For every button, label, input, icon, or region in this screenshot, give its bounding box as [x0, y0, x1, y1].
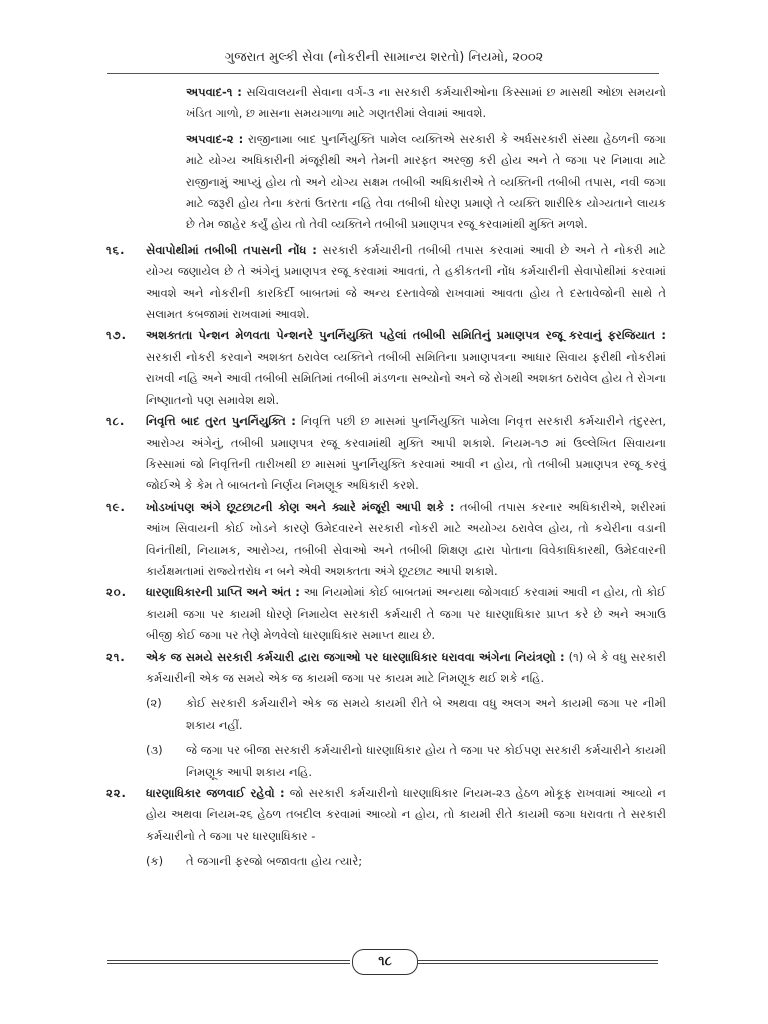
section-21 — [106, 647, 666, 690]
section-number: ૧૮. — [106, 414, 126, 429]
section-title: ખોડખાંપણ અંગે છૂટછાટની કોણ અને ક્યારે મંજૂરી આપી શકે : — [146, 499, 455, 514]
page-number: ૧૮ — [352, 949, 418, 975]
section-text: સરકારી કર્મચારીની તબીબી તપાસ કરવામાં આવી છે અને તે નોકરી માટે યોગ્ય જણાયેલ છે તે અંગેનું પ્રમાણપત્ર રજૂ કરવામાં આવતાં, તે હકીકતની નોંધ કર્મચારીની સેવાપોથીમાં કરવામાં આવશે અને નોકરીની કારકિર્દી બાબતમાં જે અન્ય દસ્તાવેજો રાખવામાં આવતા હોય તે દસ્તાવેજોની સાથે તે સલામત કબજામાં રાખવામાં આવશે. — [146, 242, 666, 322]
clause-text: તે જગાની ફરજો બજાવતા હોય ત્યારે; — [186, 854, 363, 869]
section-20 — [106, 582, 666, 646]
running-header: ગુજરાત મુલ્કી સેવા (નોકરીની સામાન્ય શરતો) નિયમો, ૨૦૦૨ — [224, 50, 544, 65]
clause-text: જે જગા પર બીજા સરકારી કર્મચારીનો ધારણાધિકાર હોય તે જગા પર કોઈપણ સરકારી કર્મચારીને કાયમી નિમણૂક આપી શકાય નહિ. — [186, 743, 666, 779]
section-text: આ નિયમોમાં કોઈ બાબતમાં અન્યથા જોગવાઈ કરવામાં આવી ન હોય, તો કોઈ કાયમી જગા પર કાયમી ધોરણે નિમાયેલ સરકારી કર્મચારી તે જગા પર ધારણાધિકાર પ્રાપ્ત કરે છે અને અગાઉ બીજી કોઈ જગા પર તેણે મેળવેલો ધારણાધિકાર સમાપ્ત થાય છે. — [146, 585, 666, 643]
section-title: સેવાપોથીમાં તબીબી તપાસની નોંધ : — [146, 242, 317, 257]
section-title: અશક્તતા પેન્શન મેળવતા પેન્શનરે પુનર્નિયુક્તિ પહેલાં તબીબી સમિતિનું પ્રમાણપત્ર રજૂ કરવાનું ફરજિયાત : — [146, 328, 666, 343]
section-number: ૧૯. — [106, 499, 126, 514]
clause-number: (૨) — [146, 696, 162, 711]
section-text: (૧) બે કે વધુ સરકારી કર્મચારીની એક જ સમયે એક જ કાયમી જગા પર કાયમ માટે નિમણૂક થઈ શકે નહિ. — [146, 649, 666, 685]
section-18 — [106, 411, 666, 497]
section-title: ધારણાધિકારની પ્રાપ્તિ અને અંત : — [146, 585, 300, 600]
section-number: ૧૬. — [106, 242, 126, 257]
page-body — [106, 82, 666, 873]
clause-21-3 — [106, 740, 666, 783]
section-number: ૨૦. — [106, 585, 128, 600]
clause-number: (૩) — [146, 743, 163, 758]
exception-2 — [106, 129, 666, 236]
section-text: તબીબી તપાસ કરનાર અધિકારીએ, શરીરમાં આંખ સિવાયની કોઈ ખોડને કારણે ઉમેદવારને સરકારી નોકરી માટે અયોગ્ય ઠરાવેલ હોય, તો કચેરીના વડાની વિનંતીથી, નિયામક, આરોગ્ય, તબીબી સેવાઓ અને તબીબી શિક્ષણ દ્વારા પોતાના વિવેકાધિકારથી, ઉમેદવારની કાર્યક્ષમતામાં રાજ્યેત્તરોધ ન બને એવી અશક્તતા અંગે છૂટછાટ આપી શકાશે. — [146, 499, 666, 578]
section-text: જો સરકારી કર્મચારીનો ધારણાધિકાર નિયમ-૨૩ હેઠળ મોકૂફ રાખવામાં આવ્યો ન હોય અથવા નિયમ-૨૬ હેઠળ તબદીલ કરવામાં આવ્યો ન હોય, તો કાયમી રીતે કાયમી જગા ધરાવતા તે સરકારી કર્મચારીનો તે જગા પર ધારણાધિકાર - — [146, 786, 667, 843]
exception-text: રાજીનામા બાદ પુનર્નિયુક્તિ પામેલ વ્યક્તિએ સરકારી કે અર્ધસરકારી સંસ્થા હેઠળની જગા માટે યોગ્ય અધિકારીની મંજૂરીથી અને તેમની મારફત અરજી કરી હોય અને તે જગા પર નિમાવા માટે રાજીનામું આપ્યું હોય તો અને યોગ્ય સક્ષમ તબીબી અધિકારીએ તે વ્યક્તિની તબીબી તપાસ, નવી જગા માટે જરૂરી હોય તેના કરતાં ઉતરતા નહિ તેવા તબીબી ધોરણ પ્રમાણે તે વ્યક્તિ શારીરિક યોગ્યતાને લાયક છે તેમ જાહેર કર્યું હોય તો તેવી વ્યક્તિને તબીબી પ્રમાણપત્ર રજૂ કરવામાંથી મુક્તિ મળશે. — [186, 131, 666, 232]
exception-text: સચિવાલયની સેવાના વર્ગ-૩ ના સરકારી કર્મચારીઓના કિસ્સામાં છ માસથી ઓછા સમયનો ખંડિત ગાળો, છ માસના સમયગાળા માટે ગણતરીમાં લેવામાં આવશે. — [186, 85, 666, 121]
section-22 — [106, 783, 666, 847]
section-text: નિવૃત્તિ પછી છ માસમાં પુનર્નિયુક્તિ પામેલા નિવૃત્ત સરકારી કર્મચારીને તંદુરસ્ત, આરોગ્ય અંગેનું, તબીબી પ્રમાણપત્ર રજૂ કરવામાંથી મુક્તિ આપી શકાશે. નિયમ-૧૭ માં ઉલ્લેખિત સિવાયના કિસ્સામાં જો નિવૃત્તિની તારીખથી છ માસમાં પુનર્નિયુક્તિ કરવામાં આવી ન હોય, તો તબીબી પ્રમાણપત્ર રજૂ કરવું જોઈએ કે કેમ તે બાબતનો નિર્ણય નિમણૂક અધિકારી કરશે. — [146, 414, 666, 493]
section-number: ૨૨. — [106, 786, 127, 800]
exception-1 — [106, 82, 666, 125]
section-title: નિવૃત્તિ બાદ તુરત પુનર્નિયુક્તિ : — [146, 414, 296, 429]
clause-text: કોઈ સરકારી કર્મચારીને એક જ સમયે કાયમી રીતે બે અથવા વધુ અલગ અને કાયમી જગા પર નીમી શકાય નહીં. — [186, 696, 666, 732]
footer-rule-left — [107, 960, 350, 964]
section-text: સરકારી નોકરી કરવાને અશક્ત ઠરાવેલ વ્યક્તિને તબીબી સમિતિના પ્રમાણપત્રના આધાર સિવાય ફરીથી નોકરીમાં રાખવી નહિ અને આવી તબીબી સમિતિમાં તબીબી મંડળના સભ્યોનો અને જે રોગથી અશક્ત ઠરાવેલ હોય તે રોગના નિષ્ણાતનો પણ સમાવેશ થશે. — [146, 349, 666, 407]
exception-label: અપવાદ-૧ : — [186, 85, 242, 99]
section-title: ધારણાધિકાર જળવાઈ રહેવો : — [146, 786, 285, 800]
header-rule — [107, 73, 659, 74]
section-16 — [106, 240, 666, 326]
exception-label: અપવાદ-૨ : — [186, 131, 244, 146]
section-19 — [106, 497, 666, 583]
section-number: ૧૭. — [106, 328, 127, 343]
clause-22-ka — [106, 851, 666, 872]
clause-21-2 — [106, 693, 666, 736]
clause-number: (ક) — [146, 854, 164, 869]
section-17 — [106, 325, 666, 411]
section-number: ૨૧. — [106, 649, 126, 664]
footer-rule-right — [418, 960, 658, 964]
section-title: એક જ સમયે સરકારી કર્મચારી દ્વારા જગાઓ પર ધારણાધિકાર ધરાવવા અંગેના નિયંત્રણો : — [146, 649, 565, 664]
